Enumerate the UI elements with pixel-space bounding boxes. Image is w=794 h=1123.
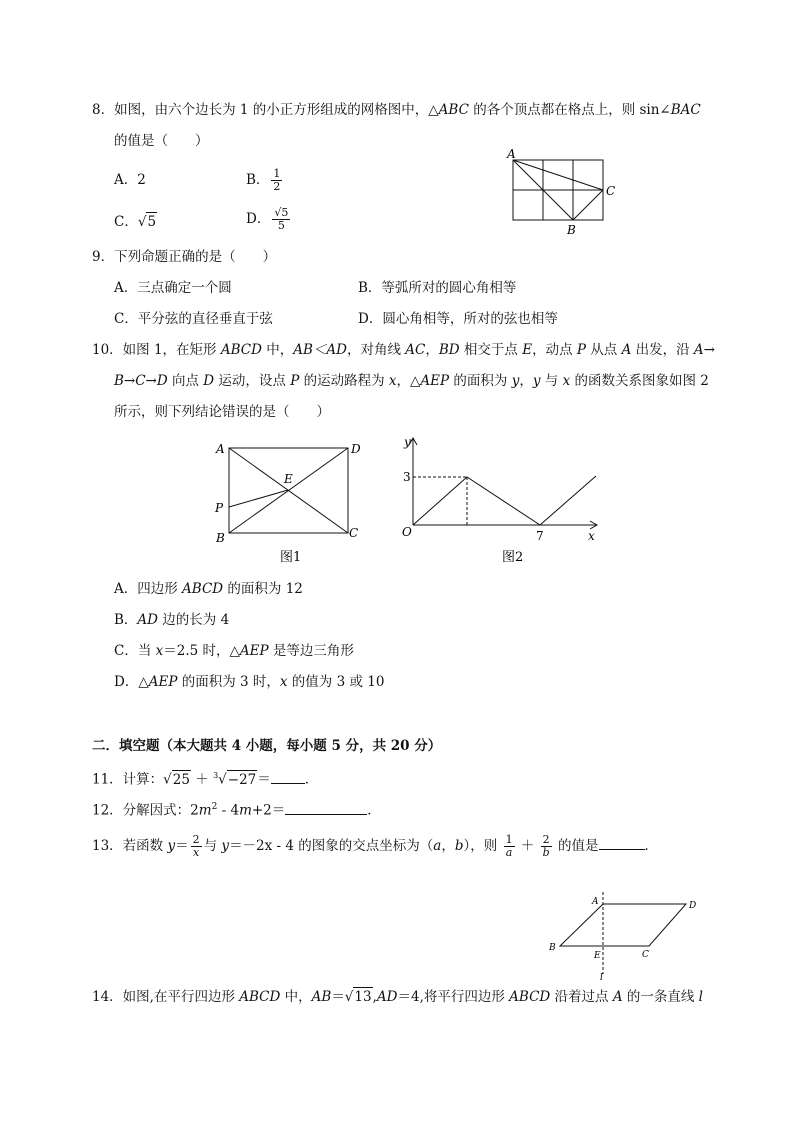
q8-option-a: A．2 [114, 172, 146, 188]
q10-figure-2 [396, 434, 606, 571]
q13-fraction-2-over-b: $\frac{2}{b}$ [542, 833, 550, 859]
q9-option-b: B．等弧所对的圆心角相等 [358, 280, 517, 296]
fig1-label-b: B [216, 531, 225, 545]
q14-label-d: D [689, 901, 697, 911]
fig1-label-d: D [351, 442, 361, 456]
q14-label-b: B [549, 943, 556, 953]
q9-option-d: D．圆心角相等，所对的弦也相等 [358, 311, 558, 327]
q11-answer-blank[interactable] [271, 771, 305, 784]
fig2-tick-3: 3 [403, 470, 411, 484]
fig2-origin-label: O [402, 525, 412, 539]
fig1-caption: 图1 [280, 550, 302, 565]
q13-fraction-1-over-a: $\frac{1}{a}$ [505, 833, 513, 859]
q8-option-b: B． $\frac{1}{2}$ [246, 167, 281, 193]
q10-option-b: B．AD 边的长为 4 [114, 612, 230, 628]
fig1-label-a: A [216, 442, 225, 456]
q8-stem-line2: 的值是（ ） [114, 133, 209, 149]
q8-label-c: C [606, 184, 616, 198]
q14-label-c: C [642, 950, 649, 960]
q13: 13．若函数 y＝ $\frac{2}{x}$ 与 y＝－2x - 4 的图象的交点坐标为（a，b），则 $\frac{1}{a}$ ＋ $\frac{2}{b}$ 的值是 ． [92, 833, 658, 859]
q14-parallelogram-figure [540, 890, 710, 982]
q14-label-a: A [592, 897, 599, 907]
q14-stem: 14．如图,在平行四边形 ABCD 中，AB＝√13,AD＝4,将平行四边形 ABCD 沿着过点 A 的一条直线 l [92, 989, 703, 1005]
q8-label-b: B [567, 223, 576, 237]
q10-option-c: C．当 x＝2.5 时，△AEP 是等边三角形 [114, 643, 354, 659]
fig2-axis-y-label: y [404, 435, 411, 449]
fig1-label-p: P [215, 501, 224, 515]
q10-stem-line2: B→C→D 向点 D 运动，设点 P 的运动路程为 x，△AEP 的面积为 y，y 与 x 的函数关系图象如图 2 [114, 373, 709, 389]
fig1-label-e: E [284, 472, 293, 486]
q10-option-d: D．△AEP 的面积为 3 时，x 的值为 3 或 10 [114, 674, 385, 690]
fig2-caption: 图2 [502, 550, 524, 565]
q12-answer-blank[interactable] [285, 802, 367, 815]
q9-option-a: A．三点确定一个圆 [114, 280, 232, 296]
q10-stem-line3: 所示，则下列结论错误的是（ ） [114, 404, 330, 420]
q8-option-b-fraction: $\frac{1}{2}$ [273, 167, 281, 193]
section-2-title: 二．填空题（本大题共 4 小题，每小题 5 分，共 20 分） [92, 738, 442, 754]
q12: 12．分解因式：$2m^2 - 4m+2=$ ． [92, 802, 381, 819]
q11: 11．计算：√25 ＋ $^3$√−27＝ ． [92, 771, 319, 788]
q14-label-e: E [594, 951, 601, 961]
q13-fraction-2-over-x: $\frac{2}{x}$ [192, 833, 200, 859]
fig1-label-c: C [349, 526, 359, 540]
q8-grid-figure [502, 144, 627, 239]
q8-label-a: A [507, 147, 516, 161]
q10-option-a: A．四边形 ABCD 的面积为 12 [114, 581, 303, 597]
q8-option-c: C．√5 [114, 214, 157, 230]
q14-label-l: l [600, 973, 603, 982]
fig2-tick-7: 7 [536, 529, 544, 543]
q8-option-d: D． $\frac{√5}{5}$ [246, 206, 289, 232]
q10-stem-line1: 10．如图 1，在矩形 ABCD 中，AB＜AD，对角线 AC，BD 相交于点 E，动点 P 从点 A 出发，沿 A→ [92, 342, 715, 358]
q9-stem: 9．下列命题正确的是（ ） [92, 249, 277, 265]
q9-option-c: C．平分弦的直径垂直于弦 [114, 311, 273, 327]
q8-option-d-fraction: $\frac{√5}{5}$ [274, 206, 289, 232]
q8-stem-line1: 8．如图，由六个边长为 1 的小正方形组成的网格图中，△ABC 的各个顶点都在格点上，则 sin∠BAC [92, 102, 701, 118]
fig2-axis-x-label: x [588, 529, 595, 543]
q10-figure-1 [208, 436, 368, 571]
q13-answer-blank[interactable] [599, 837, 645, 850]
